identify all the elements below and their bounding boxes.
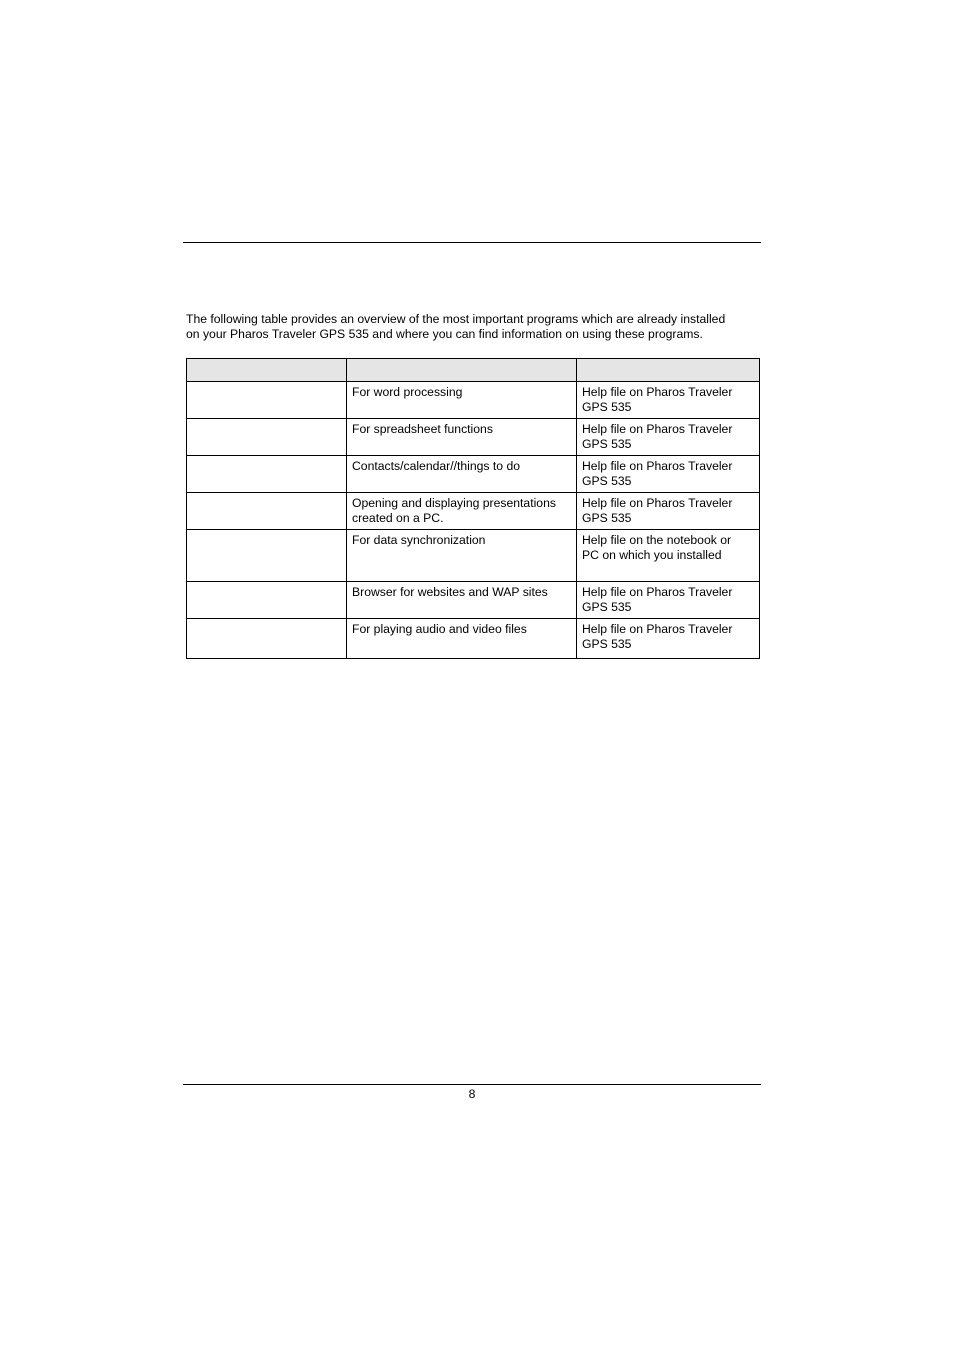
program-cell xyxy=(187,456,347,493)
purpose-cell: For data synchronization xyxy=(347,530,577,582)
help-line: GPS 535 xyxy=(582,473,632,488)
purpose-cell: For word processing xyxy=(347,382,577,419)
help-line: Help file on Pharos Traveler xyxy=(582,585,733,599)
purpose-cell: Browser for websites and WAP sites xyxy=(347,582,577,619)
purpose-cell: For spreadsheet functions xyxy=(347,419,577,456)
purpose-cell: Contacts/calendar//things to do xyxy=(347,456,577,493)
footer-rule xyxy=(183,1084,761,1085)
help-cell xyxy=(577,582,760,619)
program-cell xyxy=(187,530,347,582)
program-cell xyxy=(187,382,347,419)
table-row xyxy=(187,419,760,456)
purpose-line: Opening and displaying presentations xyxy=(352,496,556,510)
purpose-line: created on a PC. xyxy=(352,510,444,525)
help-cell xyxy=(577,493,760,530)
purpose-cell: For playing audio and video files xyxy=(347,619,577,659)
intro-line: on your Pharos Traveler GPS 535 and where you can find information on using these programs. xyxy=(186,327,703,341)
table-row xyxy=(187,456,760,493)
help-line: PC on which you installed xyxy=(582,547,722,562)
table-row xyxy=(187,582,760,619)
help-line: Help file on Pharos Traveler xyxy=(582,459,733,473)
help-line: Help file on Pharos Traveler xyxy=(582,622,733,636)
program-cell xyxy=(187,619,347,659)
program-cell xyxy=(187,582,347,619)
help-line: GPS 535 xyxy=(582,636,632,651)
header-cell-program xyxy=(187,359,347,382)
help-line: GPS 535 xyxy=(582,436,632,451)
header-rule xyxy=(183,242,761,243)
help-line: Help file on Pharos Traveler xyxy=(582,422,733,436)
page-number: 8 xyxy=(468,1087,476,1101)
help-line: Help file on the notebook or xyxy=(582,533,732,547)
help-line: Help file on Pharos Traveler xyxy=(582,385,733,399)
table-header-row xyxy=(187,359,760,382)
programs-table xyxy=(186,358,760,659)
help-cell xyxy=(577,456,760,493)
help-cell xyxy=(577,419,760,456)
header-cell-purpose xyxy=(347,359,577,382)
help-line: GPS 535 xyxy=(582,510,632,525)
help-line: GPS 535 xyxy=(582,399,632,414)
table-row xyxy=(187,619,760,659)
table-row xyxy=(187,530,760,582)
program-cell xyxy=(187,493,347,530)
help-cell xyxy=(577,382,760,419)
header-cell-help xyxy=(577,359,760,382)
help-cell xyxy=(577,530,760,582)
program-cell xyxy=(187,419,347,456)
table-row xyxy=(187,382,760,419)
help-cell xyxy=(577,619,760,659)
help-line: GPS 535 xyxy=(582,599,632,614)
purpose-cell xyxy=(347,493,577,530)
intro-line: The following table provides an overview of the most important programs which are already installed xyxy=(186,312,726,326)
table-row xyxy=(187,493,760,530)
help-line: Help file on Pharos Traveler xyxy=(582,496,733,510)
intro-paragraph xyxy=(186,312,766,342)
